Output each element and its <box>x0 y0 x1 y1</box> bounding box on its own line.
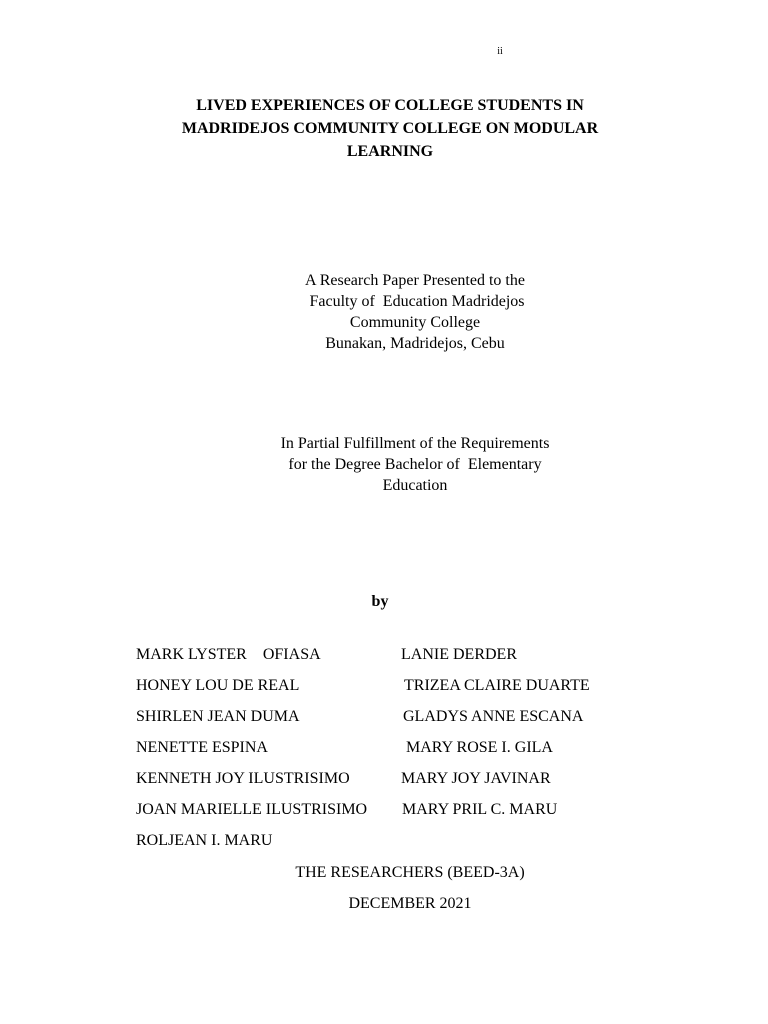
researcher-row <box>136 738 656 769</box>
presented-to-block <box>230 270 600 354</box>
document-title <box>160 94 620 163</box>
researchers-label: THE RESEARCHERS (BEED-3A) <box>295 864 525 881</box>
researcher-name: SHIRLEN JEAN DUMA <box>136 708 300 725</box>
fulfillment-block <box>230 433 600 496</box>
researcher-name: HONEY LOU DE REAL <box>136 677 300 694</box>
presented-line: Community College <box>349 314 481 331</box>
researcher-row <box>136 676 656 707</box>
presented-line: Bunakan, Madridejos, Cebu <box>325 335 505 352</box>
researcher-row <box>136 769 656 800</box>
researcher-row <box>136 831 656 862</box>
researcher-name: MARY JOY JAVINAR <box>401 770 551 787</box>
title-line: MADRIDEJOS COMMUNITY COLLEGE ON MODULAR <box>181 120 599 137</box>
fulfillment-line: Education <box>382 477 448 494</box>
researcher-name: KENNETH JOY ILUSTRISIMO <box>136 770 350 787</box>
researcher-row <box>136 800 656 831</box>
researcher-name: ROLJEAN I. MARU <box>136 832 273 849</box>
title-line: LEARNING <box>346 143 434 160</box>
researcher-name: LANIE DERDER <box>401 646 517 663</box>
researcher-row <box>136 645 656 676</box>
document-date: DECEMBER 2021 <box>348 895 472 912</box>
researcher-name: TRIZEA CLAIRE DUARTE <box>404 677 590 694</box>
researchers-list <box>136 645 656 862</box>
researcher-name: GLADYS ANNE ESCANA <box>403 708 584 725</box>
fulfillment-line: for the Degree Bachelor of Elementary <box>288 456 542 473</box>
researcher-name: MARY PRIL C. MARU <box>402 801 558 818</box>
researcher-name: JOAN MARIELLE ILUSTRISIMO <box>136 801 368 818</box>
by-label: by <box>371 593 389 610</box>
presented-line: A Research Paper Presented to the <box>305 272 525 289</box>
researcher-name: MARY ROSE I. GILA <box>406 739 553 756</box>
presented-line: Faculty of Education Madridejos <box>305 293 525 310</box>
title-line: LIVED EXPERIENCES OF COLLEGE STUDENTS IN <box>196 97 584 114</box>
page-number: ii <box>497 46 503 57</box>
researcher-row <box>136 707 656 738</box>
fulfillment-line: In Partial Fulfillment of the Requirements <box>280 435 550 452</box>
researcher-name: NENETTE ESPINA <box>136 739 268 756</box>
researcher-name: MARK LYSTER OFIASA <box>136 646 321 663</box>
